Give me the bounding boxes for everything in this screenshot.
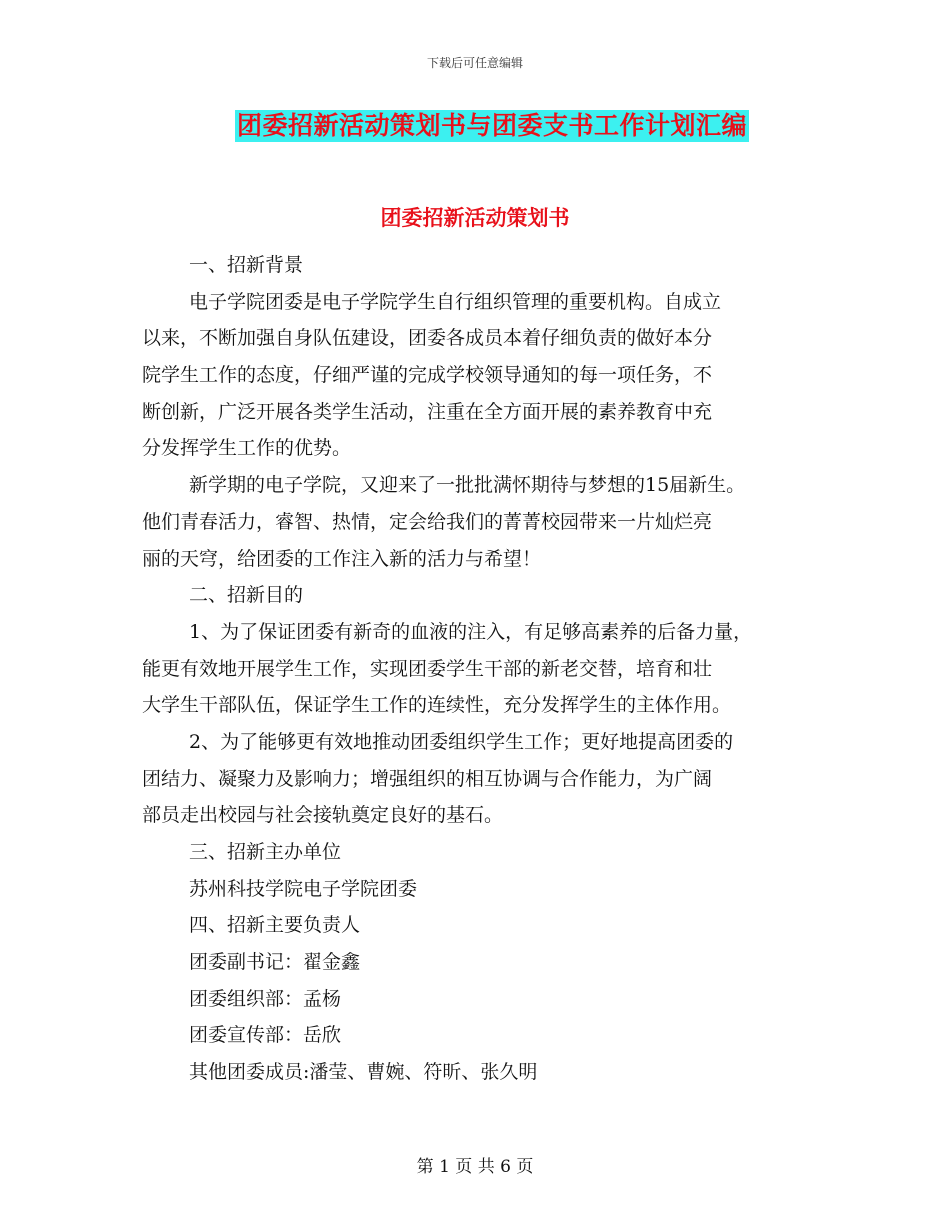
- text-line: 大学生干部队伍，保证学生工作的连续性，充分发挥学生的主体作用。: [142, 694, 732, 717]
- text-line: 2、为了能够更有效地推动团委组织学生工作；更好地提高团委的: [189, 730, 734, 753]
- text-line: 团委组织部：孟杨: [189, 987, 342, 1010]
- text-line: 断创新，广泛开展各类学生活动，注重在全方面开展的素养教育中充: [142, 400, 713, 423]
- header-note: 下载后可任意编辑: [426, 56, 523, 70]
- text-line: 团委副书记：翟金鑫: [189, 951, 361, 974]
- body-text: [142, 247, 822, 1091]
- text-line: 分发挥学生工作的优势。: [142, 437, 352, 460]
- text-line: 院学生工作的态度，仔细严谨的完成学校领导通知的每一项任务，不: [142, 364, 713, 387]
- text-line: 团结力、凝聚力及影响力；增强组织的相互协调与合作能力，为广阔: [142, 767, 713, 790]
- text-line: 三、招新主办单位: [189, 841, 342, 863]
- text-line: 一、招新背景: [189, 254, 304, 276]
- document-title: 团委招新活动策划书与团委支书工作计划汇编: [237, 111, 748, 140]
- text-line: 部员走出校园与社会接轨奠定良好的基石。: [142, 804, 504, 827]
- text-line: 以来，不断加强自身队伍建设，团委各成员本着仔细负责的做好本分: [142, 327, 713, 350]
- text-line: 1、为了保证团委有新奇的血液的注入，有足够高素养的后备力量，: [189, 620, 753, 643]
- text-line: 其他团委成员:潘莹、曹婉、符昕、张久明: [189, 1061, 538, 1084]
- text-line: 苏州科技学院电子学院团委: [189, 877, 418, 900]
- text-line: 丽的天穹，给团委的工作注入新的活力与希望！: [142, 547, 542, 570]
- text-line: 二、招新目的: [189, 584, 304, 607]
- section-title: 团委招新活动策划书: [380, 206, 570, 230]
- text-line: 四、招新主要负责人: [189, 914, 361, 937]
- page-number: 第 1 页 共 6 页: [416, 1157, 534, 1177]
- text-line: 他们青春活力，睿智、热情，定会给我们的菁菁校园带来一片灿烂亮: [142, 510, 713, 533]
- text-line: 能更有效地开展学生工作，实现团委学生干部的新老交替，培育和壮: [142, 657, 713, 680]
- text-line: 新学期的电子学院，又迎来了一批批满怀期待与梦想的15届新生。: [189, 474, 746, 497]
- text-line: 电子学院团委是电子学院学生自行组织管理的重要机构。自成立: [189, 290, 722, 313]
- text-line: 团委宣传部：岳欣: [189, 1024, 342, 1047]
